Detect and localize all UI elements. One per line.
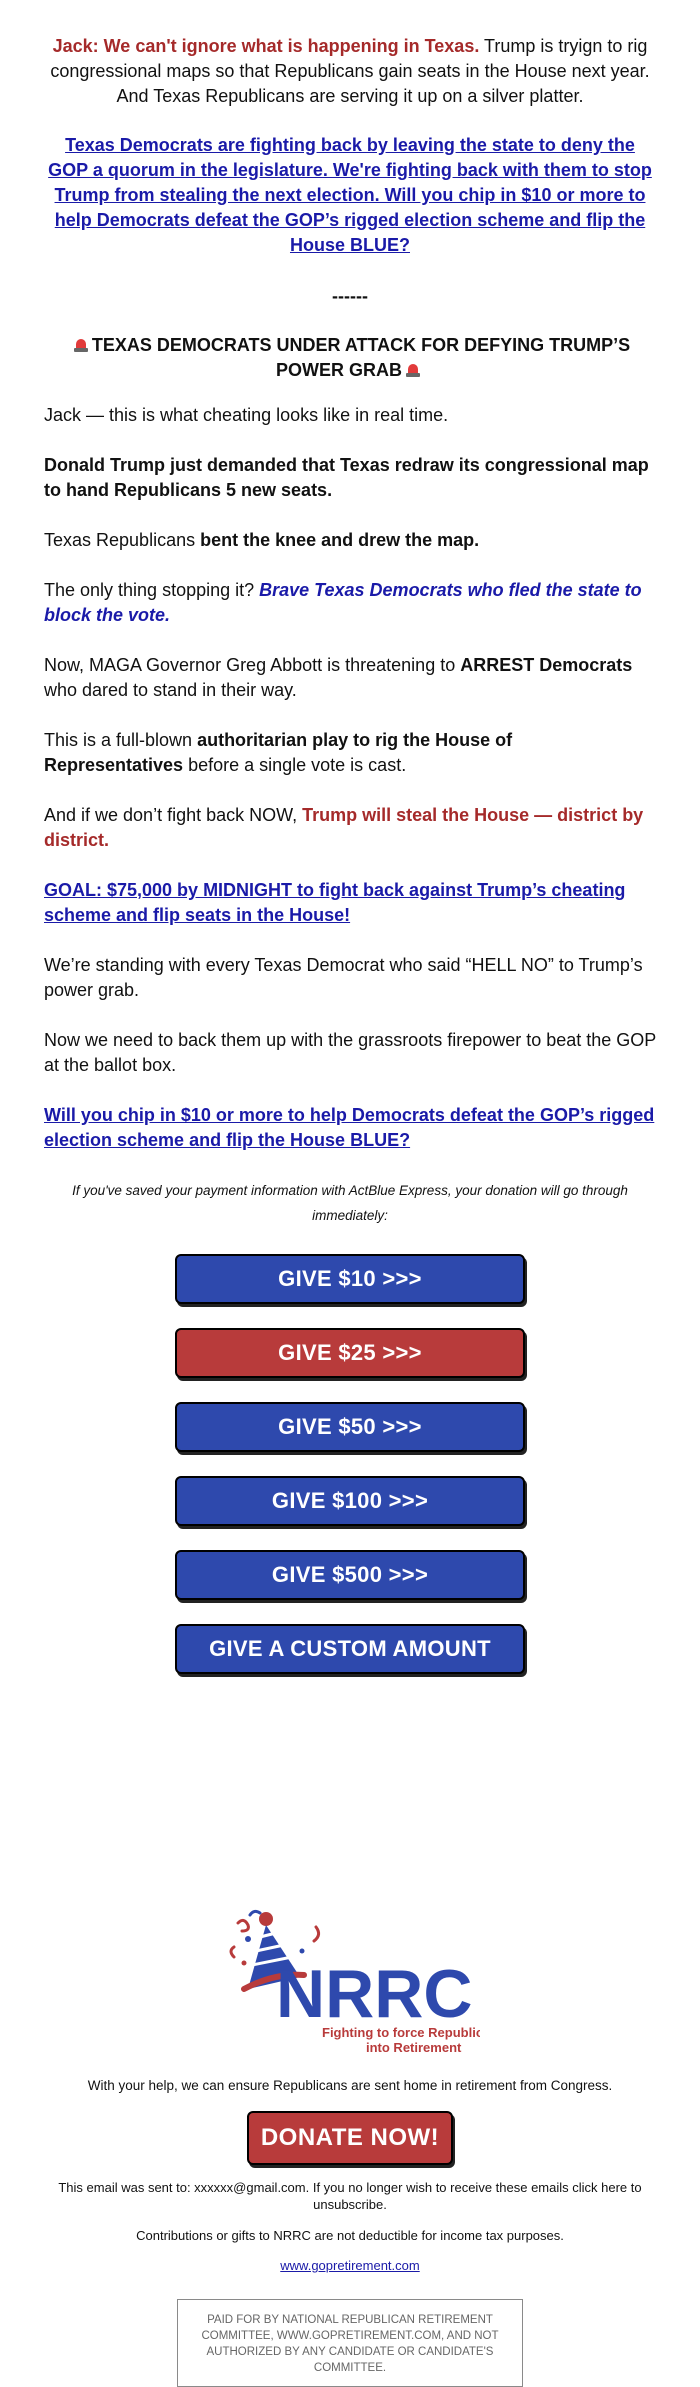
paragraph-3-bold: bent the knee and drew the map. (200, 530, 480, 550)
footer (0, 1905, 700, 2387)
siren-icon (74, 339, 88, 352)
give-500-button[interactable]: GIVE $500 >>> (175, 1550, 525, 1600)
paragraph-7-red: Trump will steal the House — district by district. (44, 805, 644, 850)
paragraph-4 (44, 578, 656, 628)
headline (44, 333, 656, 383)
chip-in-link[interactable]: Will you chip in $10 or more to help Democrats defeat the GOP’s rigged election scheme and flip the House BLUE? (44, 1105, 655, 1150)
website-link-wrapper (0, 2258, 700, 2273)
paragraph-9: We’re standing with every Texas Democrat who said “HELL NO” to Trump’s power grab. (44, 955, 643, 1000)
intro-lead: Jack: We can't ignore what is happening in Texas. (52, 36, 480, 56)
party-hat-logo-icon (220, 1905, 480, 2055)
logo-tagline-2: into Retirement (366, 2040, 462, 2055)
paragraph-3-text: Texas Republicans (44, 530, 201, 550)
nrrc-logo (220, 1905, 480, 2055)
give-10-button[interactable]: GIVE $10 >>> (175, 1254, 525, 1304)
paragraph-11 (44, 1103, 656, 1153)
lead-link-paragraph (44, 133, 656, 258)
paragraph-6-text: This is a full-blown (44, 730, 198, 750)
paragraph-5-text: Now, MAGA Governor Greg Abbott is threatening to (44, 655, 461, 675)
paragraph-4-text: The only thing stopping it? (44, 580, 260, 600)
website-link[interactable]: www.gopretirement.com (280, 2258, 420, 2273)
paragraph-5-bold: ARREST Democrats (460, 655, 633, 675)
give-100-button[interactable]: GIVE $100 >>> (175, 1476, 525, 1526)
intro-paragraph (44, 34, 656, 109)
intro-text: Trump is tryign to rig congressional maps so that Republicans gain seats in the House next year. And Texas Republicans are serving it up on a silver platter. (50, 36, 650, 106)
paragraph-1: Jack — this is what cheating looks like in real time. (44, 405, 449, 425)
siren-icon (406, 364, 420, 377)
paragraph-2: Donald Trump just demanded that Texas redraw its congressional map to hand Republicans 5 new seats. (44, 455, 649, 500)
give-25-button[interactable]: GIVE $25 >>> (175, 1328, 525, 1378)
give-custom-amount-button[interactable]: GIVE A CUSTOM AMOUNT (175, 1624, 525, 1674)
paragraph-5-text-end: who dared to stand in their way. (44, 680, 297, 700)
paragraph-10: Now we need to back them up with the grassroots firepower to beat the GOP at the ballot box. (44, 1030, 656, 1075)
logo-tagline-1: Fighting to force Republic (322, 2025, 480, 2040)
divider: ------ (332, 286, 368, 306)
give-50-button[interactable]: GIVE $50 >>> (175, 1402, 525, 1452)
paragraph-8 (44, 878, 656, 928)
donate-now-button[interactable]: DONATE NOW! (247, 2111, 453, 2165)
paragraph-4-emphasis: Brave Texas Democrats who fled the state to block the vote. (44, 580, 642, 625)
paragraph-6 (44, 728, 656, 778)
paragraph-7-text: And if we don’t fight back NOW, (44, 805, 303, 825)
goal-link[interactable]: GOAL: $75,000 by MIDNIGHT to fight back against Trump’s cheating scheme and flip seats in the House! (44, 880, 626, 925)
paragraph-5 (44, 653, 656, 703)
sent-to-notice[interactable]: This email was sent to: xxxxxx@gmail.com. If you no longer wish to receive these emails click here to unsubscribe. (58, 2180, 642, 2212)
logo-wordmark: NRRC (276, 1956, 473, 2032)
tax-deductible-notice: Contributions or gifts to NRRC are not deductible for income tax purposes. (136, 2228, 564, 2243)
lead-donate-link[interactable]: Texas Democrats are fighting back by leaving the state to deny the GOP a quorum in the legislature. We're fighting back with them to stop Trump from stealing the next election. Will you chip in $10 or more to help Democrats defeat the GOP’s rigged election scheme and flip the House BLUE? (48, 135, 652, 255)
actblue-express-note: If you've saved your payment information with ActBlue Express, your donation will go through immediately: (72, 1183, 628, 1223)
headline-text: TEXAS DEMOCRATS UNDER ATTACK FOR DEFYING TRUMP’S POWER GRAB (91, 335, 631, 380)
paragraph-6-text-end: before a single vote is cast. (183, 755, 407, 775)
paragraph-7 (44, 803, 656, 853)
paragraph-6-bold: authoritarian play to rig the House of Representatives (44, 730, 513, 775)
footer-tagline: With your help, we can ensure Republicans are sent home in retirement from Congress. (87, 2078, 613, 2093)
donation-buttons (44, 1254, 656, 1674)
paragraph-3 (44, 528, 656, 553)
email-content (44, 0, 656, 1674)
paid-for-disclaimer: PAID FOR BY NATIONAL REPUBLICAN RETIREMENT COMMITTEE, WWW.GOPRETIREMENT.COM, AND NOT AUTHORIZED BY ANY CANDIDATE OR CANDIDATE'S COMMITTEE. (177, 2299, 523, 2387)
